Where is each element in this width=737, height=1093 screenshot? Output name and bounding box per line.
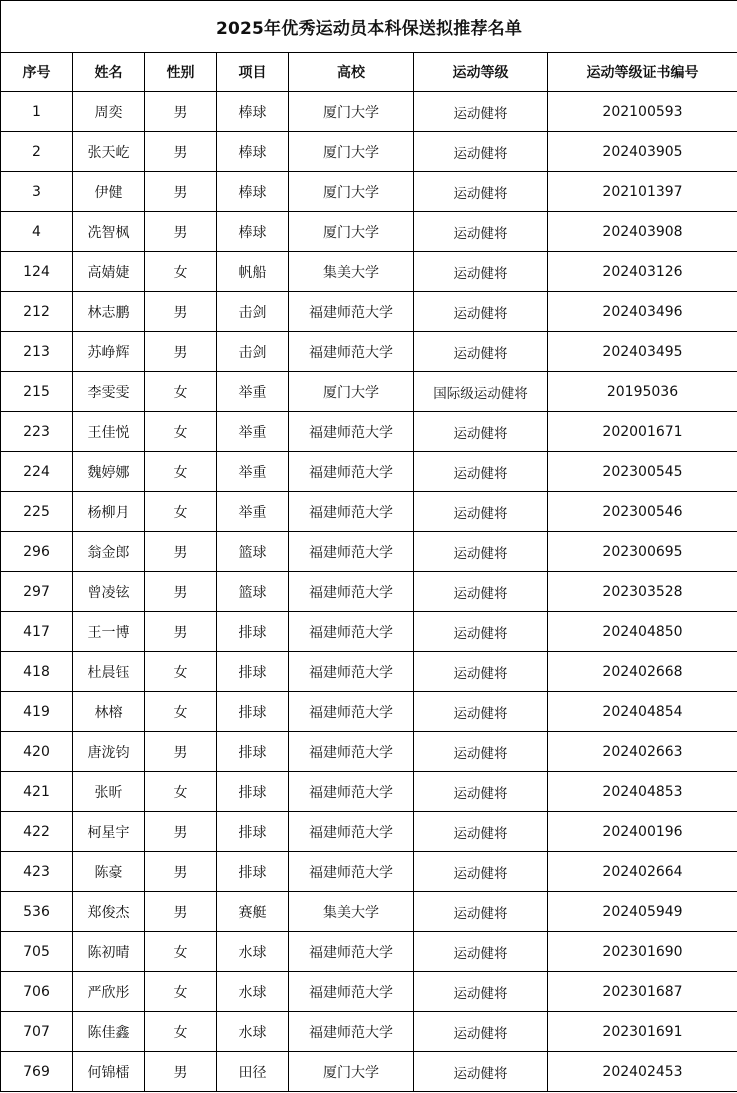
cell-cert: 202100593 — [548, 92, 737, 132]
cell-name: 张天屹 — [73, 132, 145, 172]
cell-gender: 男 — [145, 132, 217, 172]
cell-level: 运动健将 — [414, 1012, 548, 1052]
cell-level: 运动健将 — [414, 612, 548, 652]
cell-school: 福建师范大学 — [289, 732, 414, 772]
cell-sport: 击剑 — [217, 292, 289, 332]
cell-name: 杨柳月 — [73, 492, 145, 532]
cell-name: 郑俊杰 — [73, 892, 145, 932]
table-row — [1, 532, 737, 572]
cell-sport: 排球 — [217, 692, 289, 732]
cell-gender: 女 — [145, 452, 217, 492]
cell-sport: 篮球 — [217, 572, 289, 612]
table-row — [1, 612, 737, 652]
cell-level: 运动健将 — [414, 92, 548, 132]
cell-number: 296 — [1, 532, 73, 572]
cell-level: 运动健将 — [414, 812, 548, 852]
col-header-name: 姓名 — [73, 53, 145, 92]
cell-level: 运动健将 — [414, 932, 548, 972]
cell-number: 419 — [1, 692, 73, 732]
cell-name: 曾凌铉 — [73, 572, 145, 612]
cell-name: 林榕 — [73, 692, 145, 732]
cell-cert: 202402663 — [548, 732, 737, 772]
cell-level: 运动健将 — [414, 732, 548, 772]
cell-level: 运动健将 — [414, 892, 548, 932]
cell-sport: 篮球 — [217, 532, 289, 572]
cell-cert: 202404853 — [548, 772, 737, 812]
cell-cert: 202301691 — [548, 1012, 737, 1052]
cell-school: 福建师范大学 — [289, 532, 414, 572]
table-row — [1, 732, 737, 772]
cell-sport: 棒球 — [217, 132, 289, 172]
cell-name: 陈初晴 — [73, 932, 145, 972]
cell-number: 213 — [1, 332, 73, 372]
cell-gender: 女 — [145, 692, 217, 732]
cell-level: 运动健将 — [414, 652, 548, 692]
cell-sport: 赛艇 — [217, 892, 289, 932]
cell-level: 运动健将 — [414, 412, 548, 452]
cell-number: 707 — [1, 1012, 73, 1052]
cell-school: 集美大学 — [289, 252, 414, 292]
cell-cert: 202300546 — [548, 492, 737, 532]
cell-sport: 水球 — [217, 1012, 289, 1052]
cell-name: 唐泷钧 — [73, 732, 145, 772]
cell-gender: 女 — [145, 932, 217, 972]
cell-level: 国际级运动健将 — [414, 372, 548, 412]
cell-gender: 男 — [145, 892, 217, 932]
cell-school: 厦门大学 — [289, 212, 414, 252]
cell-cert: 202101397 — [548, 172, 737, 212]
cell-name: 陈豪 — [73, 852, 145, 892]
cell-number: 212 — [1, 292, 73, 332]
cell-number: 423 — [1, 852, 73, 892]
cell-school: 厦门大学 — [289, 92, 414, 132]
cell-sport: 水球 — [217, 932, 289, 972]
cell-name: 王佳悦 — [73, 412, 145, 452]
table-row — [1, 332, 737, 372]
cell-number: 769 — [1, 1052, 73, 1092]
cell-sport: 棒球 — [217, 212, 289, 252]
document-title: 2025年优秀运动员本科保送拟推荐名单 — [1, 1, 737, 53]
cell-name: 张昕 — [73, 772, 145, 812]
cell-cert: 202404854 — [548, 692, 737, 732]
cell-school: 福建师范大学 — [289, 692, 414, 732]
cell-name: 林志鹏 — [73, 292, 145, 332]
table-row — [1, 92, 737, 132]
cell-cert: 202402453 — [548, 1052, 737, 1092]
cell-level: 运动健将 — [414, 212, 548, 252]
cell-school: 厦门大学 — [289, 132, 414, 172]
cell-name: 杜晨钰 — [73, 652, 145, 692]
cell-number: 225 — [1, 492, 73, 532]
cell-cert: 202301690 — [548, 932, 737, 972]
table-row — [1, 892, 737, 932]
cell-level: 运动健将 — [414, 172, 548, 212]
cell-gender: 男 — [145, 92, 217, 132]
cell-gender: 男 — [145, 572, 217, 612]
cell-name: 柯星宇 — [73, 812, 145, 852]
cell-sport: 举重 — [217, 492, 289, 532]
cell-sport: 举重 — [217, 452, 289, 492]
cell-level: 运动健将 — [414, 292, 548, 332]
table-row — [1, 652, 737, 692]
cell-cert: 202300545 — [548, 452, 737, 492]
cell-name: 苏峥辉 — [73, 332, 145, 372]
cell-school: 福建师范大学 — [289, 1012, 414, 1052]
cell-number: 417 — [1, 612, 73, 652]
cell-level: 运动健将 — [414, 972, 548, 1012]
cell-level: 运动健将 — [414, 572, 548, 612]
table-row — [1, 292, 737, 332]
col-header-number: 序号 — [1, 53, 73, 92]
cell-level: 运动健将 — [414, 492, 548, 532]
cell-gender: 男 — [145, 172, 217, 212]
cell-sport: 击剑 — [217, 332, 289, 372]
cell-school: 福建师范大学 — [289, 412, 414, 452]
cell-sport: 棒球 — [217, 172, 289, 212]
cell-gender: 男 — [145, 1052, 217, 1092]
cell-level: 运动健将 — [414, 1052, 548, 1092]
cell-number: 420 — [1, 732, 73, 772]
cell-gender: 女 — [145, 1012, 217, 1052]
cell-school: 福建师范大学 — [289, 612, 414, 652]
cell-sport: 帆船 — [217, 252, 289, 292]
cell-gender: 男 — [145, 332, 217, 372]
cell-name: 何锦檑 — [73, 1052, 145, 1092]
cell-name: 王一博 — [73, 612, 145, 652]
cell-gender: 男 — [145, 212, 217, 252]
cell-sport: 排球 — [217, 732, 289, 772]
cell-sport: 排球 — [217, 812, 289, 852]
cell-gender: 男 — [145, 732, 217, 772]
cell-number: 124 — [1, 252, 73, 292]
cell-name: 冼智枫 — [73, 212, 145, 252]
table-row — [1, 172, 737, 212]
cell-name: 魏婷娜 — [73, 452, 145, 492]
cell-number: 418 — [1, 652, 73, 692]
cell-school: 福建师范大学 — [289, 852, 414, 892]
cell-cert: 202403126 — [548, 252, 737, 292]
cell-cert: 202402664 — [548, 852, 737, 892]
cell-name: 周奕 — [73, 92, 145, 132]
cell-level: 运动健将 — [414, 532, 548, 572]
cell-sport: 棒球 — [217, 92, 289, 132]
cell-school: 厦门大学 — [289, 372, 414, 412]
header-row — [1, 53, 737, 92]
cell-cert: 202403495 — [548, 332, 737, 372]
cell-level: 运动健将 — [414, 132, 548, 172]
cell-number: 2 — [1, 132, 73, 172]
cell-number: 3 — [1, 172, 73, 212]
cell-level: 运动健将 — [414, 692, 548, 732]
cell-sport: 排球 — [217, 652, 289, 692]
col-header-school: 高校 — [289, 53, 414, 92]
cell-name: 李雯雯 — [73, 372, 145, 412]
cell-sport: 排球 — [217, 772, 289, 812]
cell-gender: 男 — [145, 532, 217, 572]
table-row — [1, 812, 737, 852]
table-row — [1, 252, 737, 292]
cell-school: 福建师范大学 — [289, 652, 414, 692]
cell-cert: 202403908 — [548, 212, 737, 252]
table-row — [1, 932, 737, 972]
cell-number: 536 — [1, 892, 73, 932]
col-header-gender: 性别 — [145, 53, 217, 92]
table-row — [1, 852, 737, 892]
cell-level: 运动健将 — [414, 852, 548, 892]
cell-school: 福建师范大学 — [289, 332, 414, 372]
cell-cert: 202404850 — [548, 612, 737, 652]
table-row — [1, 772, 737, 812]
cell-level: 运动健将 — [414, 332, 548, 372]
table-row — [1, 452, 737, 492]
table-row — [1, 972, 737, 1012]
cell-number: 224 — [1, 452, 73, 492]
cell-number: 705 — [1, 932, 73, 972]
cell-name: 高婧婕 — [73, 252, 145, 292]
cell-school: 厦门大学 — [289, 1052, 414, 1092]
cell-cert: 202402668 — [548, 652, 737, 692]
cell-number: 706 — [1, 972, 73, 1012]
cell-gender: 女 — [145, 252, 217, 292]
col-header-sport: 项目 — [217, 53, 289, 92]
cell-sport: 水球 — [217, 972, 289, 1012]
cell-name: 翁金郎 — [73, 532, 145, 572]
col-header-cert: 运动等级证书编号 — [548, 53, 737, 92]
cell-school: 福建师范大学 — [289, 292, 414, 332]
cell-number: 1 — [1, 92, 73, 132]
cell-school: 福建师范大学 — [289, 452, 414, 492]
cell-school: 福建师范大学 — [289, 932, 414, 972]
cell-gender: 男 — [145, 812, 217, 852]
cell-level: 运动健将 — [414, 252, 548, 292]
cell-sport: 举重 — [217, 372, 289, 412]
cell-cert: 202400196 — [548, 812, 737, 852]
cell-level: 运动健将 — [414, 772, 548, 812]
table-row — [1, 132, 737, 172]
col-header-level: 运动等级 — [414, 53, 548, 92]
cell-sport: 排球 — [217, 612, 289, 652]
table-row — [1, 692, 737, 732]
cell-cert: 202405949 — [548, 892, 737, 932]
cell-cert: 202301687 — [548, 972, 737, 1012]
cell-sport: 排球 — [217, 852, 289, 892]
cell-gender: 女 — [145, 972, 217, 1012]
cell-school: 福建师范大学 — [289, 492, 414, 532]
cell-number: 223 — [1, 412, 73, 452]
cell-number: 422 — [1, 812, 73, 852]
cell-number: 421 — [1, 772, 73, 812]
table-row — [1, 212, 737, 252]
table-row — [1, 412, 737, 452]
cell-name: 陈佳鑫 — [73, 1012, 145, 1052]
cell-number: 215 — [1, 372, 73, 412]
cell-school: 福建师范大学 — [289, 772, 414, 812]
cell-gender: 女 — [145, 652, 217, 692]
cell-school: 集美大学 — [289, 892, 414, 932]
table-row — [1, 1052, 737, 1092]
cell-school: 福建师范大学 — [289, 972, 414, 1012]
cell-gender: 男 — [145, 612, 217, 652]
cell-cert: 20195036 — [548, 372, 737, 412]
table-row — [1, 492, 737, 532]
cell-gender: 女 — [145, 492, 217, 532]
cell-cert: 202001671 — [548, 412, 737, 452]
cell-name: 严欣彤 — [73, 972, 145, 1012]
cell-sport: 田径 — [217, 1052, 289, 1092]
cell-cert: 202403905 — [548, 132, 737, 172]
cell-school: 厦门大学 — [289, 172, 414, 212]
cell-gender: 男 — [145, 292, 217, 332]
cell-gender: 女 — [145, 412, 217, 452]
cell-gender: 女 — [145, 372, 217, 412]
cell-school: 福建师范大学 — [289, 812, 414, 852]
table-row — [1, 1012, 737, 1052]
cell-number: 297 — [1, 572, 73, 612]
cell-gender: 女 — [145, 772, 217, 812]
cell-number: 4 — [1, 212, 73, 252]
table-row — [1, 572, 737, 612]
cell-cert: 202303528 — [548, 572, 737, 612]
cell-cert: 202403496 — [548, 292, 737, 332]
cell-gender: 男 — [145, 852, 217, 892]
cell-school: 福建师范大学 — [289, 572, 414, 612]
cell-level: 运动健将 — [414, 452, 548, 492]
cell-name: 伊健 — [73, 172, 145, 212]
cell-cert: 202300695 — [548, 532, 737, 572]
cell-sport: 举重 — [217, 412, 289, 452]
table-row — [1, 372, 737, 412]
